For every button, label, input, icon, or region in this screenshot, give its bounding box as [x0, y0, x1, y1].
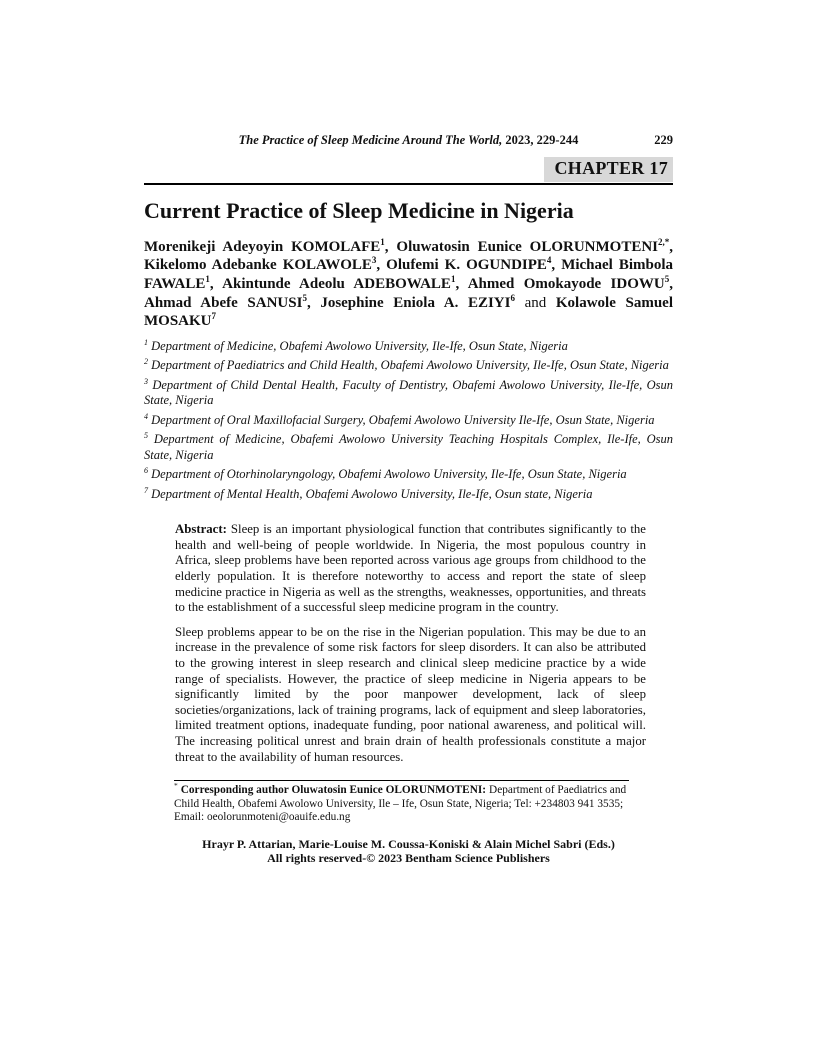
footnote-rule: [174, 780, 629, 781]
author-name: Morenikeji Adeyoyin KOMOLAFE$^1$: [144, 236, 385, 255]
author-affiliation-ref: 7: [211, 311, 216, 322]
author-name: Josephine Eniola A. EZIYI$^6$: [320, 292, 515, 311]
author-affiliation-ref: 2,*: [658, 236, 670, 247]
author-affiliation-ref: 1: [450, 273, 456, 284]
affiliation-number: 7: [144, 485, 148, 495]
affiliation-item: $^3$ Department of Child Dental Health, Faculty of Dentistry, Obafemi Awolowo University, Ile-Ife, Osun State, Nigeria: [144, 376, 673, 408]
running-head-year-pages: 2023, 229-244: [505, 133, 579, 147]
footnote-section: [174, 780, 647, 825]
chapter-label: CHAPTER 17: [544, 157, 673, 182]
page-content: [144, 132, 673, 866]
author-name: Ahmad Abefe SANUSI$^5$: [144, 292, 307, 311]
running-head-book-title: The Practice of Sleep Medicine Around The World,: [238, 133, 503, 147]
page-number: 229: [654, 133, 673, 147]
affiliation-item: $^6$ Department of Otorhinolaryngology, Obafemi Awolowo University, Ile-Ife, Osun State, Nigeria: [144, 466, 627, 482]
abstract-text-1: Sleep is an important physiological function that contributes significantly to the health and well-being of people worldwide. In Nigeria, the most populous country in Africa, sleep problems have been reported across various age groups from childhood to the elderly population. It is therefore noteworthy to access and report the state of sleep medicine practice in Nigeria as well as the strengths, weaknesses, opportunities, and threats to the establishment of a successful sleep medicine program in the country.: [175, 522, 646, 615]
affiliation-item: $^7$ Department of Mental Health, Obafemi Awolowo University, Ile-Ife, Osun state, Nigeria: [144, 485, 593, 501]
footer-editors: Hrayr P. Attarian, Marie-Louise M. Coussa-Koniski & Alain Michel Sabri (Eds.): [202, 836, 615, 851]
author-affiliation-ref: 5: [664, 273, 670, 284]
author-name: Akintunde Adeolu ADEBOWALE$^1$: [222, 273, 456, 292]
authors-and-separator: and: [514, 294, 556, 311]
affiliation-item: $^2$ Department of Paediatrics and Child Health, Obafemi Awolowo University, Ile-Ife, Osun State, Nigeria: [144, 357, 669, 373]
chapter-row: [144, 157, 673, 182]
affiliation-number: 4: [144, 411, 148, 421]
author-name: Kolawole Samuel MOSAKU$^7$: [144, 294, 673, 330]
affiliation-number: 1: [144, 337, 148, 347]
author-affiliation-ref: 3: [371, 255, 377, 266]
abstract-section: [175, 522, 646, 765]
footnote-marker: *: [174, 781, 178, 791]
affiliation-number: 6: [144, 466, 148, 476]
author-affiliation-ref: 4: [546, 255, 552, 266]
author-affiliation-ref: 1: [380, 236, 385, 247]
affiliation-number: 5: [144, 431, 148, 441]
header-rule: [144, 183, 673, 185]
abstract-label: Abstract:: [175, 522, 227, 537]
footnote-corresponding-author: Corresponding author Oluwatosin Eunice OLORUNMOTENI:: [180, 784, 487, 797]
author-name: Olufemi K. OGUNDIPE$^4$: [386, 255, 552, 274]
author-name: Michael Bimbola FAWALE$^1$: [144, 257, 674, 292]
authors-list: Morenikeji Adeyoyin KOMOLAFE$^1$, Oluwatosin Eunice $OLORUNMOTENI^{2,*}$, Kikelomo Adebanke KOLAWOLE$^3$, Olufemi K. OGUNDIPE$^4$, Michael Bimbola FAWALE$^1$, Akintunde Adeolu ADEBOWALE$^1$, Ahmed Omokayode IDOWU$^5$, Ahmad Abefe SANUSI$^5$, Josephine Eniola A. EZIYI$^6$ and Kolawole Samuel MOSAKU$^7$: [144, 236, 674, 330]
affiliation-item: $^1$ Department of Medicine, Obafemi Awolowo University, Ile-Ife, Osun State, Nigeria: [144, 337, 568, 353]
chapter-title: Current Practice of Sleep Medicine in Nigeria: [144, 197, 574, 223]
author-name: Kikelomo Adebanke KOLAWOLE$^3$: [144, 255, 377, 274]
affiliations-list: [144, 339, 673, 503]
footer-copyright: All rights reserved-© 2023 Bentham Science Publishers: [267, 851, 550, 866]
footnote-body: Department of Paediatrics and Child Health, Obafemi Awolowo University, Ile – Ife, Osun State, Nigeria; Tel: +234803 941 3535; Email: oeolorunmoteni@oauife.edu.ng: [174, 784, 627, 824]
author-name: Oluwatosin Eunice $OLORUNMOTENI^{2,*}$: [396, 236, 670, 255]
affiliation-item: $^4$ Department of Oral Maxillofacial Surgery, Obafemi Awolowo University Ile-Ife, Osun State, Nigeria: [144, 411, 655, 427]
author-affiliation-ref: 1: [205, 273, 210, 284]
abstract-paragraph-1: [175, 522, 646, 616]
author-name: Ahmed Omokayode IDOWU$^5$: [467, 273, 670, 292]
author-affiliation-ref: 5: [302, 292, 307, 303]
affiliation-item: $^5$ Department of Medicine, Obafemi Awolowo University Teaching Hospitals Complex, Ile-Ife, Osun State, Nigeria: [144, 431, 673, 462]
affiliation-number: 2: [144, 357, 148, 367]
page-footer: [144, 837, 673, 866]
running-head: [144, 132, 673, 148]
affiliation-number: 3: [144, 376, 148, 386]
author-affiliation-ref: 6: [510, 292, 515, 303]
abstract-paragraph-2: Sleep problems appear to be on the rise in the Nigerian population. This may be due to an increase in the prevalence of some risk factors for sleep disorders. It can also be attributed to the growing interest in sleep research and clinical sleep medicine practice by a wide range of specialists. However, the practice of sleep medicine in Nigeria appears to be significantly limited by the poor manpower development, lack of sleep societies/organizations, lack of training programs, lack of equipment and sleep laboratories, limited treatment options, inadequate funding, poor national awareness, and political will. The increasing political unrest and brain drain of health professionals constitute a major threat to the availability of human resources.: [175, 624, 646, 764]
footnote-text: [174, 781, 647, 825]
